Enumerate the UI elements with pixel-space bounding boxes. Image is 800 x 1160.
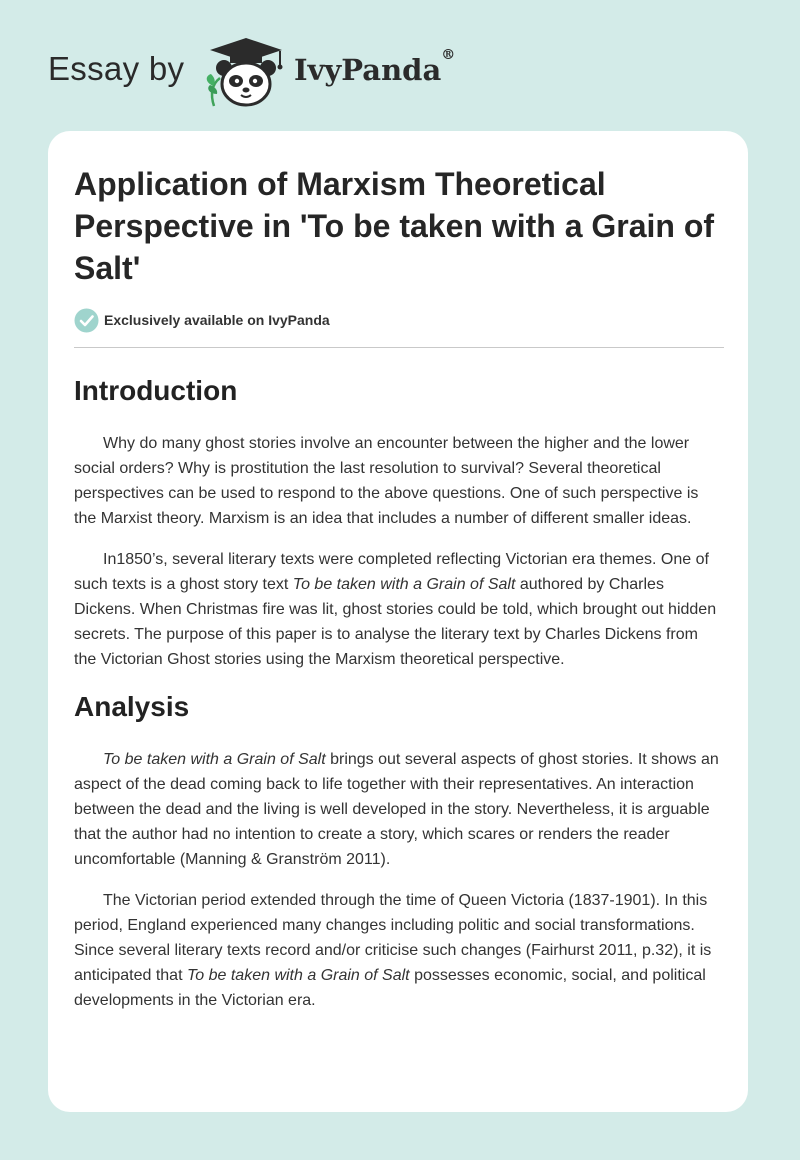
- paragraph: Why do many ghost stories involve an encounter between the higher and the lower social orders? Why is prostitution the last resolution to survival? Several theoretical perspectives can be used to respond to the above questions. One of such perspective is the Marxist theory. Marxism is an idea that includes a number of different smaller ideas.: [74, 435, 699, 527]
- paragraph: In1850’s, several literary texts were completed reflecting Victorian era themes. One of such texts is a ghost story text To be taken with a Grain of Salt authored by Charles Dickens. When Christmas fire was lit, ghost stories could be told, which brought out hidden secrets. The purpose of this paper is to analyse the literary text by Charles Dickens from the Victorian Ghost stories using the Marxism theoretical perspective.: [74, 551, 717, 668]
- brand-name[interactable]: IvyPanda®: [294, 47, 456, 87]
- check-circle-icon: [74, 308, 99, 333]
- exclusive-badge: [74, 307, 722, 333]
- panda-graduate-logo-icon[interactable]: [200, 36, 292, 108]
- section-heading-analysis: Analysis: [74, 691, 190, 722]
- book-title: To be taken with a Grain of Salt: [103, 751, 326, 768]
- essay-card: [48, 131, 748, 1112]
- essay-title: Application of Marxism Theoretical Perspective in 'To be taken with a Grain of Salt': [74, 166, 715, 286]
- badge-text: Exclusively available on IvyPanda: [104, 312, 330, 328]
- paragraph: The Victorian period extended through the time of Queen Victoria (1837-1901). In this period, England experienced many changes including politic and social transformations. Since several literary texts record and/or criticise such changes (Fairhurst 2011, p.32), it is anticipated that To be taken with a Grain of Salt possesses economic, social, and political developments in the Victorian era.: [74, 892, 712, 1009]
- paragraph: To be taken with a Grain of Salt brings out several aspects of ghost stories. It shows an aspect of the dead coming back to life together with their representatives. An interaction between the dead and the living is well developed in the story. Nevertheless, it is arguable that the author had no intention to create a story, which scares or renders the reader uncomfortable (Manning & Granström 2011).: [74, 751, 719, 868]
- site-header: [0, 0, 800, 130]
- section-heading-introduction: Introduction: [74, 375, 238, 406]
- brand-prefix: Essay by: [48, 50, 185, 87]
- divider: [74, 347, 724, 348]
- registered-mark: ®: [441, 47, 456, 63]
- book-title: To be taken with a Grain of Salt: [186, 967, 410, 984]
- book-title: To be taken with a Grain of Salt: [292, 576, 516, 593]
